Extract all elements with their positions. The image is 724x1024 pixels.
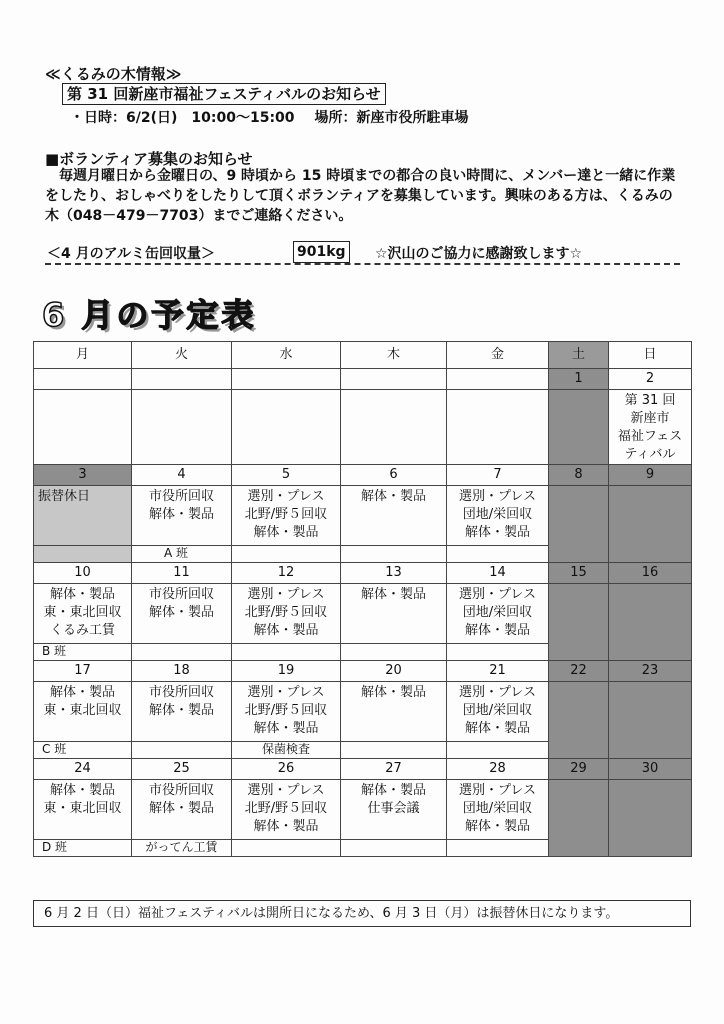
schedule-title: 6 月の予定表 <box>42 296 257 334</box>
note-cell <box>341 840 447 857</box>
date-cell <box>232 369 341 390</box>
note-cell <box>447 742 549 759</box>
note-cell <box>447 644 549 661</box>
date-cell: 17 <box>34 661 132 682</box>
weekend-cell <box>609 682 692 759</box>
aluminum-thanks: ☆沢山のご協力に感謝致します☆ <box>375 246 583 262</box>
activity-cell: 解体・製品 東・東北回収 <box>34 682 132 742</box>
date-cell: 21 <box>447 661 549 682</box>
date-cell <box>34 369 132 390</box>
date-cell: 15 <box>549 563 609 584</box>
date-cell: 23 <box>609 661 692 682</box>
date-cell: 27 <box>341 759 447 780</box>
week2-dates <box>34 465 692 486</box>
note-cell <box>132 742 232 759</box>
activity-cell: 市役所回収 解体・製品 <box>132 682 232 742</box>
note-cell <box>341 546 447 563</box>
festival-info <box>70 107 469 127</box>
weekday-sat: 土 <box>549 342 609 369</box>
newsletter-header: ≪くるみの木情報≫ <box>45 65 182 83</box>
weekday-header-row <box>34 342 692 369</box>
group-spacer <box>34 546 132 563</box>
date-cell: 22 <box>549 661 609 682</box>
note-cell-wages: がってん工賃 <box>132 840 232 857</box>
date-cell: 11 <box>132 563 232 584</box>
group-label: D 班 <box>34 840 132 857</box>
activity-cell: 解体・製品 <box>341 682 447 742</box>
date-cell: 7 <box>447 465 549 486</box>
group-label: C 班 <box>34 742 132 759</box>
note-cell <box>341 742 447 759</box>
date-cell: 3 <box>34 465 132 486</box>
group-label: A 班 <box>132 546 232 563</box>
note-cell <box>341 644 447 661</box>
volunteer-body: 毎週月曜日から金曜日の、9 時頃から 15 時頃までの都合の良い時間に、メンバー達と一緒に作業をしたり、おしゃべりをしたりして頂くボランティアを募集しています。興味のある方は、くるみの木（048－479－7703）までご連絡ください。 <box>45 168 676 224</box>
weekend-cell <box>609 780 692 857</box>
activity-cell <box>447 390 549 465</box>
date-cell <box>132 369 232 390</box>
activity-cell: 選別・プレス 北野/野５回収 解体・製品 <box>232 682 341 742</box>
date-cell: 29 <box>549 759 609 780</box>
activity-cell: 市役所回収 解体・製品 <box>132 780 232 840</box>
activity-cell: 解体・製品 東・東北回収 <box>34 780 132 840</box>
week4-activities <box>34 682 692 742</box>
festival-place: 場所：新座市役所駐車場 <box>314 110 469 126</box>
date-cell: 5 <box>232 465 341 486</box>
date-cell: 6 <box>341 465 447 486</box>
activity-cell: 市役所回収 解体・製品 <box>132 584 232 644</box>
date-cell: 28 <box>447 759 549 780</box>
week3-activities <box>34 584 692 644</box>
week4-dates <box>34 661 692 682</box>
date-cell: 12 <box>232 563 341 584</box>
aluminum-collection <box>45 241 680 265</box>
activity-cell: 選別・プレス 北野/野５回収 解体・製品 <box>232 584 341 644</box>
aluminum-amount: 901kg <box>293 241 350 263</box>
festival-cell: 第 31 回 新座市 福祉フェス ティバル <box>609 390 692 465</box>
weekday-sun: 日 <box>609 342 692 369</box>
weekday-mon: 月 <box>34 342 132 369</box>
activity-cell: 解体・製品 東・東北回収 くるみ工賃 <box>34 584 132 644</box>
activity-cell <box>132 390 232 465</box>
note-cell <box>232 546 341 563</box>
holiday-cell: 振替休日 <box>34 486 132 546</box>
activity-cell: 選別・プレス 団地/栄回収 解体・製品 <box>447 682 549 742</box>
note-cell <box>232 840 341 857</box>
activity-cell: 選別・プレス 団地/栄回収 解体・製品 <box>447 584 549 644</box>
weekend-cell <box>549 682 609 759</box>
festival-date: ・日時：6/2(日) 10:00～15:00 <box>70 110 295 126</box>
week5-dates <box>34 759 692 780</box>
note-cell <box>232 644 341 661</box>
date-cell <box>341 369 447 390</box>
weekend-cell <box>549 584 609 661</box>
weekend-cell <box>549 486 609 563</box>
date-cell: 30 <box>609 759 692 780</box>
date-cell: 4 <box>132 465 232 486</box>
date-cell: 20 <box>341 661 447 682</box>
date-cell: 18 <box>132 661 232 682</box>
activity-cell: 選別・プレス 北野/野５回収 解体・製品 <box>232 780 341 840</box>
weekend-cell <box>609 584 692 661</box>
note-cell <box>447 840 549 857</box>
date-cell: 14 <box>447 563 549 584</box>
date-cell: 2 <box>609 369 692 390</box>
activity-cell: 選別・プレス 団地/栄回収 解体・製品 <box>447 780 549 840</box>
note-cell <box>132 644 232 661</box>
date-cell <box>447 369 549 390</box>
activity-cell <box>341 390 447 465</box>
weekend-cell <box>549 780 609 857</box>
weekday-tue: 火 <box>132 342 232 369</box>
activity-cell: 選別・プレス 北野/野５回収 解体・製品 <box>232 486 341 546</box>
weekday-fri: 金 <box>447 342 549 369</box>
note-cell <box>447 546 549 563</box>
date-cell: 8 <box>549 465 609 486</box>
activity-cell <box>232 390 341 465</box>
activity-cell: 解体・製品 <box>341 584 447 644</box>
week1-dates <box>34 369 692 390</box>
date-cell: 26 <box>232 759 341 780</box>
date-cell: 13 <box>341 563 447 584</box>
week3-dates <box>34 563 692 584</box>
date-cell: 9 <box>609 465 692 486</box>
date-cell: 16 <box>609 563 692 584</box>
schedule-table <box>33 341 692 857</box>
date-cell: 19 <box>232 661 341 682</box>
date-cell: 25 <box>132 759 232 780</box>
date-cell: 1 <box>549 369 609 390</box>
activity-cell: 解体・製品 <box>341 486 447 546</box>
activity-cell: 市役所回収 解体・製品 <box>132 486 232 546</box>
activity-cell: 選別・プレス 団地/栄回収 解体・製品 <box>447 486 549 546</box>
weekday-thu: 木 <box>341 342 447 369</box>
volunteer-heading: ■ボランティア募集のお知らせ <box>45 150 253 168</box>
date-cell: 10 <box>34 563 132 584</box>
holiday-note: 6 月 2 日（日）福祉フェスティバルは開所日になるため、6 月 3 日（月）は振替休日になります。 <box>33 900 691 927</box>
activity-cell <box>34 390 132 465</box>
note-cell-inspection: 保菌検査 <box>232 742 341 759</box>
week5-activities <box>34 780 692 840</box>
aluminum-label: ＜4 月のアルミ缶回収量＞ <box>47 246 216 262</box>
activity-cell: 解体・製品 仕事会議 <box>341 780 447 840</box>
week2-activities <box>34 486 692 546</box>
weekday-wed: 水 <box>232 342 341 369</box>
group-label: B 班 <box>34 644 132 661</box>
date-cell: 24 <box>34 759 132 780</box>
weekend-cell <box>609 486 692 563</box>
weekend-cell <box>549 390 609 465</box>
festival-title: 第 31 回新座市福祉フェスティバルのお知らせ <box>62 83 386 105</box>
